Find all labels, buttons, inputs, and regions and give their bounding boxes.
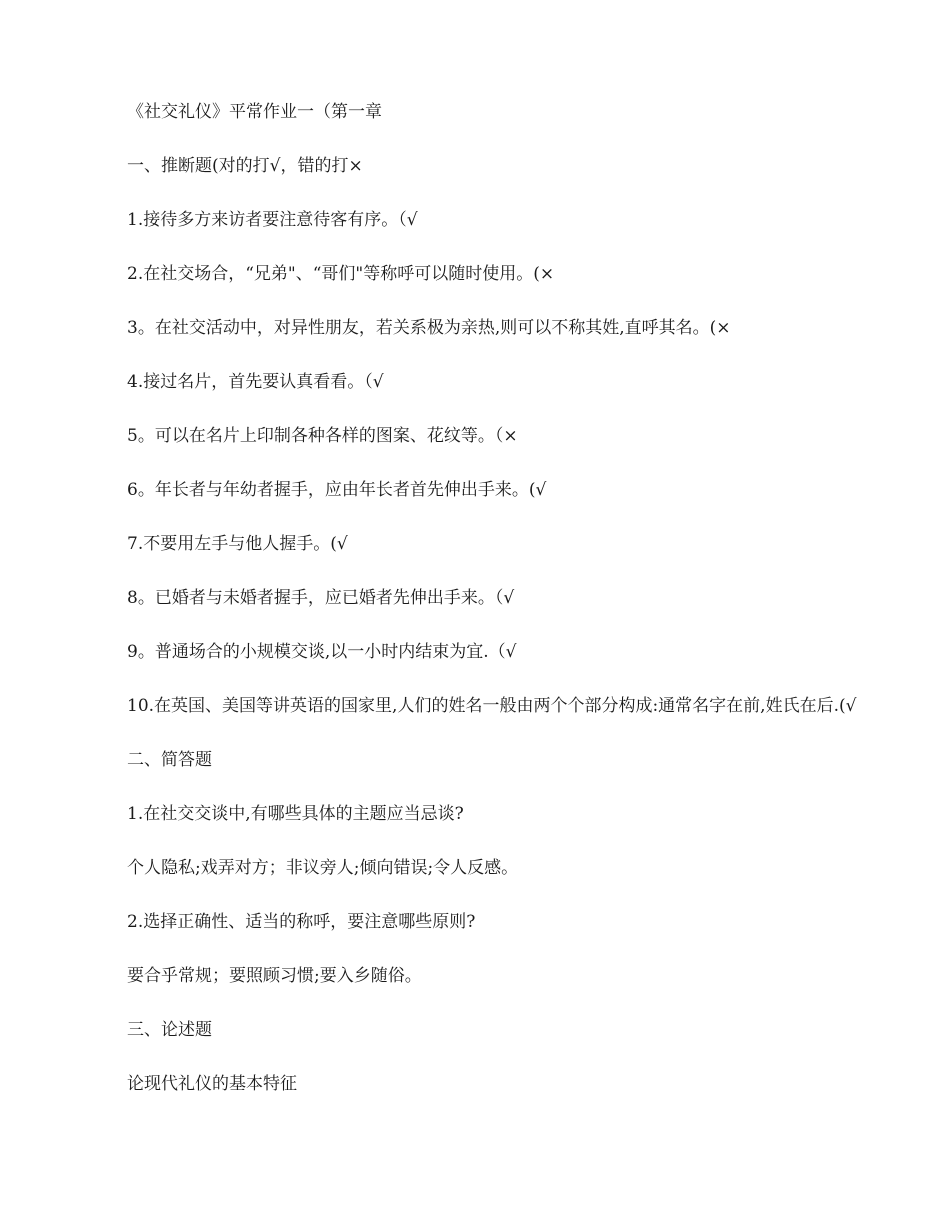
section-2-heading: 二、简答题: [127, 750, 212, 770]
question-item: 9。普通场合的小规模交谈,以一小时内结束为宜.（√: [127, 642, 517, 662]
document-title: 《社交礼仪》平常作业一（第一章: [127, 102, 382, 122]
short-answer-question: 1.在社交交谈中,有哪些具体的主题应当忌谈?: [127, 804, 464, 824]
short-answer-answer: 要合乎常规；要照顾习惯;要入乡随俗。: [127, 966, 422, 986]
question-item: 5。可以在名片上印制各种各样的图案、花纹等。（×: [127, 426, 518, 446]
essay-question: 论现代礼仪的基本特征: [127, 1074, 297, 1094]
question-item: 7.不要用左手与他人握手。(√: [127, 534, 348, 554]
question-item: 10.在英国、美国等讲英语的国家里,人们的姓名一般由两个个部分构成:通常名字在前,姓氏在后.(√: [127, 696, 857, 716]
question-item: 1.接待多方来访者要注意待客有序。（√: [127, 210, 418, 230]
question-item: 3。在社交活动中，对异性朋友，若关系极为亲热,则可以不称其姓,直呼其名。(×: [127, 318, 731, 338]
section-1-heading: 一、推断题(对的打√，错的打×: [127, 156, 363, 176]
document-body: [90, 96, 860, 1122]
question-item: 4.接过名片，首先要认真看看。（√: [127, 372, 384, 392]
question-item: 6。年长者与年幼者握手，应由年长者首先伸出手来。(√: [127, 480, 547, 500]
section-3-heading: 三、论述题: [127, 1020, 212, 1040]
question-item: 2.在社交场合，“兄弟"、“哥们"等称呼可以随时使用。(×: [127, 264, 555, 284]
question-item: 8。已婚者与未婚者握手，应已婚者先伸出手来。（√: [127, 588, 515, 608]
short-answer-question: 2.选择正确性、适当的称呼，要注意哪些原则?: [127, 912, 476, 932]
short-answer-answer: 个人隐私;戏弄对方；非议旁人;倾向错误;令人反感。: [127, 858, 519, 878]
